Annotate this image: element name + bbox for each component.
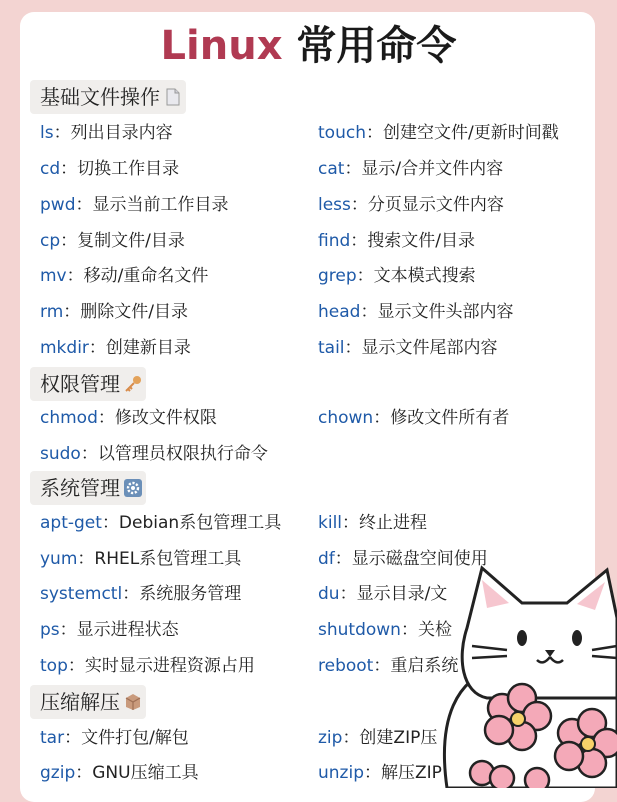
section-title: 基础文件操作 xyxy=(40,85,160,109)
command-item-chown: chown：修改文件所有者 xyxy=(318,408,510,428)
command-item-tar: tar：文件打包/解包 xyxy=(40,728,189,748)
command-item-ls: ls：列出目录内容 xyxy=(40,123,173,143)
command-item-reboot: reboot：重启系统 xyxy=(318,656,459,676)
command-item-touch: touch：创建空文件/更新时间戳 xyxy=(318,123,559,143)
title-highlight: Linux xyxy=(160,23,283,69)
command-item-systemctl: systemctl：系统服务管理 xyxy=(40,584,242,604)
command-item-apt-get: apt-get：Debian系包管理工具 xyxy=(40,513,282,533)
command-item-cd: cd：切换工作目录 xyxy=(40,159,180,179)
command-item-shutdown: shutdown：关检 xyxy=(318,620,452,640)
command-item-head: head：显示文件头部内容 xyxy=(318,302,514,322)
cat-sticker-illustration xyxy=(427,558,617,788)
command-item-grep: grep：文本模式搜索 xyxy=(318,266,476,286)
page-title xyxy=(0,22,617,70)
gear-icon xyxy=(124,479,142,497)
command-item-yum: yum：RHEL系包管理工具 xyxy=(40,549,242,569)
key-icon xyxy=(124,375,142,393)
command-item-chmod: chmod：修改文件权限 xyxy=(40,408,217,428)
section-header-permissions xyxy=(30,367,146,401)
command-item-rm: rm：删除文件/目录 xyxy=(40,302,188,322)
section-title: 权限管理 xyxy=(40,372,120,396)
section-header-system xyxy=(30,471,146,505)
section-header-compression xyxy=(30,685,146,719)
command-item-find: find：搜索文件/目录 xyxy=(318,231,476,251)
title-rest: 常用命令 xyxy=(282,23,457,69)
command-item-zip: zip：创建ZIP压 xyxy=(318,728,438,748)
command-item-ps: ps：显示进程状态 xyxy=(40,620,179,640)
section-title: 系统管理 xyxy=(40,476,120,500)
command-item-tail: tail：显示文件尾部内容 xyxy=(318,338,498,358)
section-title: 压缩解压 xyxy=(40,690,120,714)
command-item-mkdir: mkdir：创建新目录 xyxy=(40,338,191,358)
command-item-less: less：分页显示文件内容 xyxy=(318,195,504,215)
command-item-cat: cat：显示/合并文件内容 xyxy=(318,159,504,179)
command-item-pwd: pwd：显示当前工作目录 xyxy=(40,195,229,215)
command-item-cp: cp：复制文件/目录 xyxy=(40,231,185,251)
document-icon xyxy=(164,88,182,106)
command-item-gzip: gzip：GNU压缩工具 xyxy=(40,763,199,783)
command-item-mv: mv：移动/重命名文件 xyxy=(40,266,209,286)
command-item-df: df：显示磁盘空间使用 xyxy=(318,549,488,569)
command-item-du: du：显示目录/文 xyxy=(318,584,448,604)
command-item-kill: kill：终止进程 xyxy=(318,513,428,533)
command-item-unzip: unzip：解压ZIP xyxy=(318,763,442,783)
command-item-sudo: sudo：以管理员权限执行命令 xyxy=(40,444,268,464)
package-icon xyxy=(124,693,142,711)
section-header-file-ops xyxy=(30,80,186,114)
command-item-top: top：实时显示进程资源占用 xyxy=(40,656,255,676)
